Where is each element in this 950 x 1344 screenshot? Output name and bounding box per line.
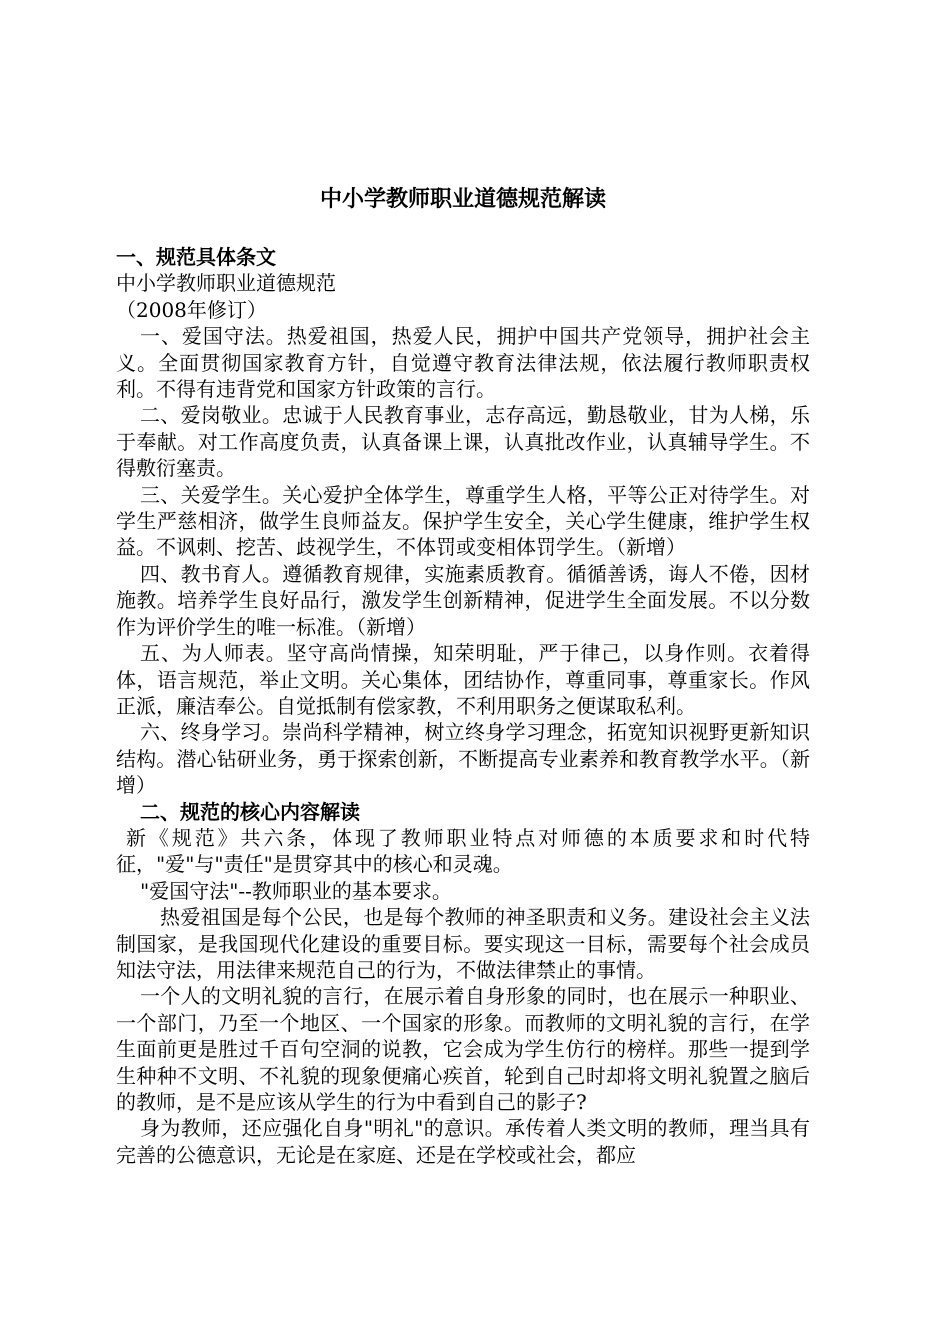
regulation-subtitle: 中小学教师职业道德规范 — [116, 271, 336, 296]
interpretation-paragraph: 身为教师，还应强化自身"明礼"的意识。承传着人类文明的教师，理当具有完善的公德意识，无论是在家庭、还是在学校或社会，都应 — [116, 1116, 810, 1167]
article-4: 四、教书育人。遵循教育规律，实施素质教育。循循善诱，诲人不倦，因材施教。培养学生良好品行，激发学生创新精神，促进学生全面发展。不以分数作为评价学生的唯一标准。（新增） — [116, 561, 810, 639]
interpretation-paragraph: 热爱祖国是每个公民，也是每个教师的神圣职责和义务。建设社会主义法制国家，是我国现代化建设的重要目标。要实现这一目标，需要每个社会成员知法守法，用法律来规范自己的行为，不做法律禁止的事情。 — [116, 905, 810, 982]
article-6: 六、终身学习。崇尚科学精神，树立终身学习理念，拓宽知识视野更新知识结构。潜心钻研业务，勇于探索创新，不断提高专业素养和教育教学水平。（新增） — [116, 720, 810, 798]
revision-note: （2008年修订） — [116, 297, 267, 322]
document-title: 中小学教师职业道德规范解读 — [319, 187, 606, 212]
interpretation-paragraph: 一个人的文明礼貌的言行，在展示着自身形象的同时，也在展示一种职业、一个部门，乃至一个地区、一个国家的形象。而教师的文明礼貌的言行，在学生面前更是胜过千百句空洞的说教，它会成为学生仿行的榜样。那些一提到学生种种不文明、不礼貌的现象便痛心疾首，轮到自己时却将文明礼貌置之脑后的教师，是不是应该从学生的行为中看到自己的影子? — [116, 984, 810, 1114]
section-heading-2: 二、规范的核心内容解读 — [140, 799, 360, 824]
document-body — [116, 244, 810, 1168]
article-3: 三、关爱学生。关心爱护全体学生，尊重学生人格，平等公正对待学生。对学生严慈相济，做学生良师益友。保护学生安全，关心学生健康，维护学生权益。不讽刺、挖苦、歧视学生，不体罚或变相体罚学生。（新增） — [116, 482, 810, 560]
section-heading-1: 一、规范具体条文 — [116, 245, 276, 269]
interpretation-intro: 新《规范》共六条，体现了教师职业特点对师德的本质要求和时代特征，"爱"与"责任"是贯穿其中的核心和灵魂。 — [116, 825, 810, 877]
interpretation-subheading: "爱国守法"--教师职业的基本要求。 — [140, 878, 452, 903]
article-1: 一、爱国守法。热爱祖国，热爱人民，拥护中国共产党领导，拥护社会主义。全面贯彻国家教育方针，自觉遵守教育法律法规，依法履行教师职责权利。不得有违背党和国家方针政策的言行。 — [116, 324, 810, 402]
article-5: 五、为人师表。坚守高尚情操，知荣明耻，严于律己，以身作则。衣着得体，语言规范，举止文明。关心集体，团结协作，尊重同事，尊重家长。作风正派，廉洁奉公。自觉抵制有偿家教，不利用职务之便谋取私利。 — [116, 641, 810, 718]
article-2: 二、爱岗敬业。忠诚于人民教育事业，志存高远，勤恳敬业，甘为人梯，乐于奉献。对工作高度负责，认真备课上课，认真批改作业，认真辅导学生。不得敷衍塞责。 — [116, 403, 810, 481]
